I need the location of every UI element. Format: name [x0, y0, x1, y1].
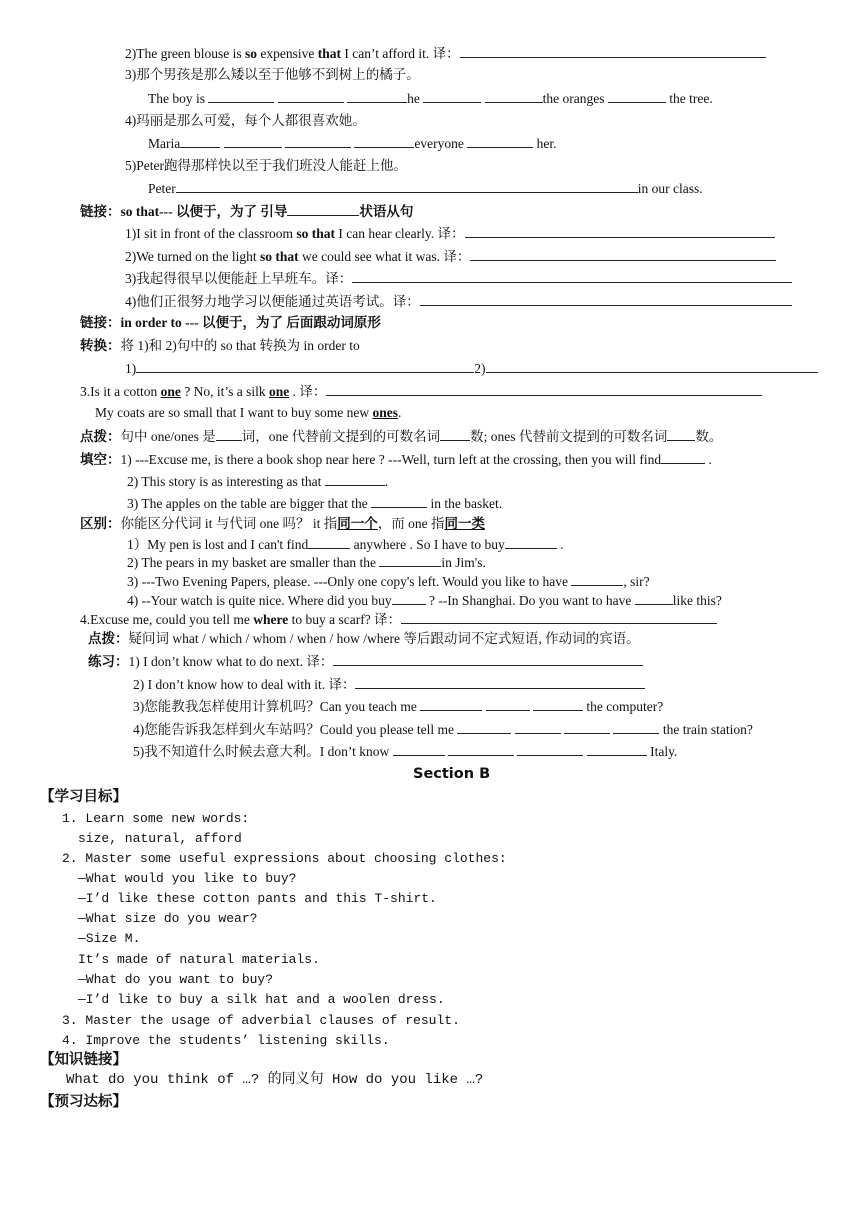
q3-dist-1: 1）My pen is lost and I can't find anywhere . So I have to buy . — [127, 537, 564, 552]
ex-2-green-blouse: 2)The green blouse is so expensive that I can’t afford it. 译： — [125, 44, 766, 63]
q4-scarf: 4.Excuse me, could you tell me where to buy a scarf? 译： — [80, 610, 717, 629]
q4-practice-1: 练习：1) I don’t know what to do next. 译： — [88, 652, 643, 671]
q4-practice-4: 4)您能告诉我怎样到火车站吗？Could you please tell me the train station? — [133, 722, 753, 737]
section-b-title: Section B — [413, 766, 491, 782]
q3-cotton-one: 3.Is it a cotton one ? No, it’s a silk one . 译： — [80, 382, 762, 401]
ex-5-peter-fast: 5)Peter跑得那样快以至于我们班没人能赶上他。 — [125, 158, 407, 173]
expr-6: —What do you want to buy? — [78, 972, 274, 987]
expr-1: —What would you like to buy? — [78, 871, 297, 886]
knowledge-link-heading: 【知识链接】 — [40, 1052, 127, 1068]
q3-coats-ones: My coats are so small that I want to buy some new ones. — [95, 405, 402, 420]
expr-4: —Size M. — [78, 931, 141, 946]
q3-distinguish: 区别：你能区分代词 it 与代词 one 吗？ it 指同一个，而 one 指同一类 — [80, 516, 485, 531]
preview-heading: 【预习达标】 — [40, 1094, 127, 1110]
q4-practice-2: 2) I don’t know how to deal with it. 译： — [133, 675, 645, 694]
knowledge-link-text: What do you think of …? 的同义句 How do you like …? — [66, 1072, 484, 1088]
sothat-ex-2: 2)We turned on the light so that we could see what it was. 译： — [125, 247, 776, 266]
expr-3: —What size do you wear? — [78, 911, 258, 926]
expr-5: It’s made of natural materials. — [78, 952, 320, 967]
goal-1: 1. Learn some new words: — [62, 811, 250, 826]
conversion-instruction: 转换：将 1)和 2)句中的 so that 转换为 in order to — [80, 338, 360, 353]
goal-2: 2. Master some useful expressions about choosing clothes: — [62, 851, 507, 866]
ex-4-maria-cute: 4)玛丽是那么可爱，每个人都很喜欢她。 — [125, 113, 366, 128]
q4-practice-5: 5)我不知道什么时候去意大利。I don’t know Italy. — [133, 744, 678, 759]
q4-practice-3: 3)您能教我怎样使用计算机吗？Can you teach me the computer? — [133, 699, 664, 714]
sothat-ex-3: 3)我起得很早以便能赶上早班车。译： — [125, 269, 792, 288]
q3-dist-3: 3) ---Two Evening Papers, please. ---Only one copy's left. Would you like to have , sir? — [127, 574, 650, 589]
q3-fill-1: 填空：1) ---Excuse me, is there a book shop near here ? ---Well, turn left at the crossing, then you will find . — [80, 452, 712, 467]
q3-fill-3: 3) The apples on the table are bigger that the in the basket. — [127, 496, 503, 511]
q3-dist-4: 4) --Your watch is quite nice. Where did you buy ? --In Shanghai. Do you want to have like this? — [127, 593, 722, 608]
ex-3-answer-line: The boy is he the oranges the tree. — [148, 91, 713, 106]
conversion-answer-line: 1) 2) — [125, 359, 818, 378]
q3-tip: 点拨：句中 one/ones 是 词，one 代替前文提到的可数名词 数; ones 代替前文提到的可数名词 数。 — [80, 429, 723, 444]
q4-tip: 点拨：疑问词 what / which / whom / when / how /where 等后跟动词不定式短语, 作动词的宾语。 — [88, 631, 640, 646]
ex-4-answer-line: Maria everyone her. — [148, 136, 557, 151]
q3-fill-2: 2) This story is as interesting as that . — [127, 474, 389, 489]
q3-dist-2: 2) The pears in my basket are smaller than the in Jim's. — [127, 555, 486, 570]
ex-3-boy-short: 3)那个男孩是那么矮以至于他够不到树上的橘子。 — [125, 67, 420, 82]
link-so-that-heading: 链接：so that--- 以便于，为了 引导 状语从句 — [80, 204, 414, 219]
expr-7: —I’d like to buy a silk hat and a woolen dress. — [78, 992, 445, 1007]
goal-4: 4. Improve the students’ listening skills. — [62, 1033, 390, 1048]
link-in-order-to-heading: 链接：in order to --- 以便于，为了 后面跟动词原形 — [80, 315, 381, 330]
sothat-ex-1: 1)I sit in front of the classroom so that I can hear clearly. 译： — [125, 224, 775, 243]
sothat-ex-4: 4)他们正很努力地学习以便能通过英语考试。译： — [125, 292, 792, 311]
goal-1-words: size, natural, afford — [78, 831, 242, 846]
goal-3: 3. Master the usage of adverbial clauses of result. — [62, 1013, 460, 1028]
ex-5-answer-line: Peter in our class. — [148, 181, 703, 196]
learning-goals-heading: 【学习目标】 — [40, 789, 127, 805]
expr-2: —I’d like these cotton pants and this T-shirt. — [78, 891, 437, 906]
